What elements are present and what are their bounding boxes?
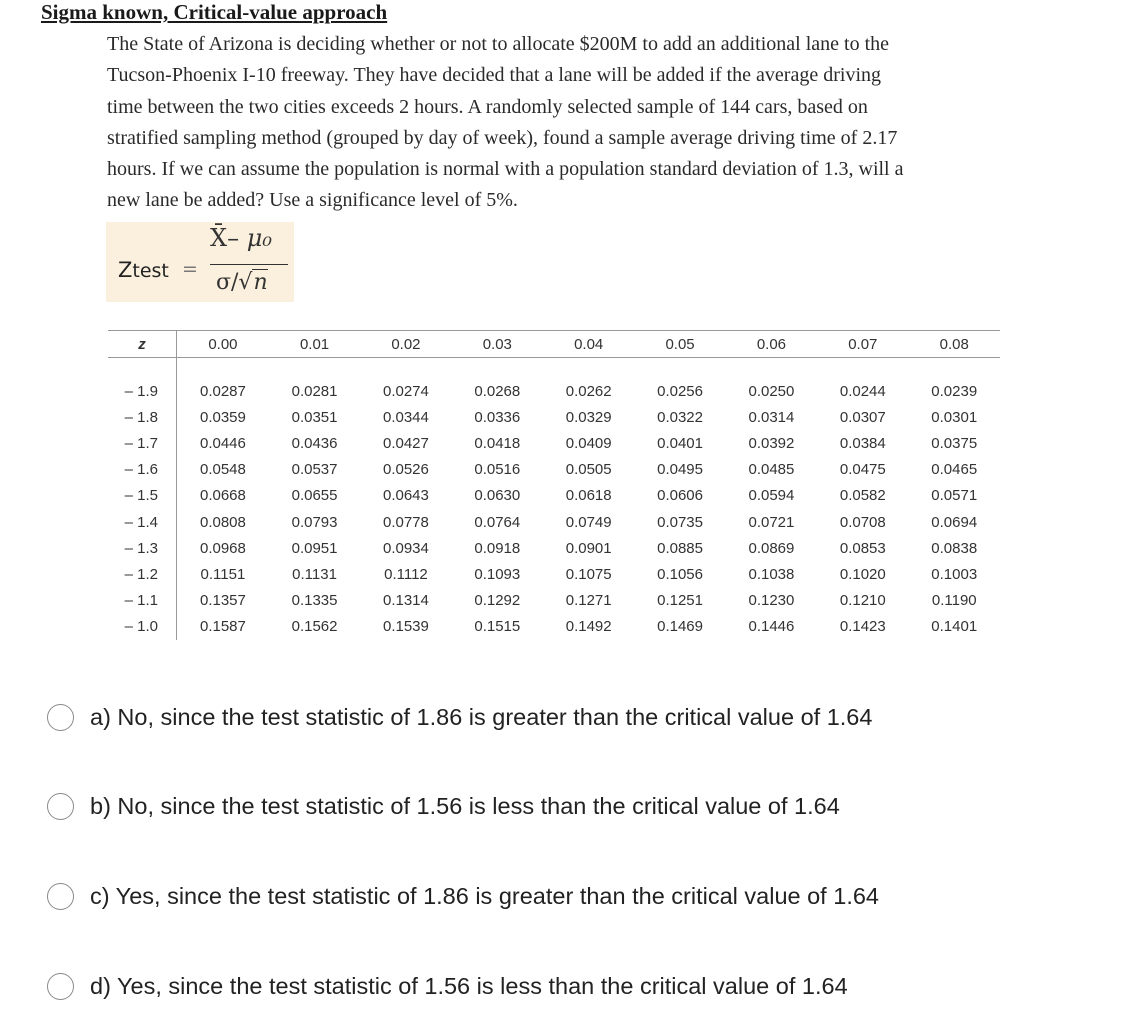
formula-label-sub: test <box>132 260 169 282</box>
probability-cell: 0.0351 <box>291 408 338 426</box>
table-row <box>108 378 1000 404</box>
option-d[interactable] <box>47 971 848 1001</box>
probability-cell: 0.1093 <box>474 565 521 583</box>
probability-cell: 0.0336 <box>474 408 521 426</box>
probability-cell: 0.1210 <box>839 592 886 610</box>
probability-cell: 0.1401 <box>931 618 978 636</box>
probability-cell: 0.1190 <box>931 592 977 610</box>
z-value-cell: – 1.9 <box>108 378 177 404</box>
probability-cell: 0.1038 <box>748 565 795 583</box>
probability-cell: 0.0250 <box>748 382 795 400</box>
probability-cell: 0.0764 <box>474 513 521 531</box>
formula-xbar: X̄– <box>210 224 240 252</box>
table-row <box>108 430 1000 456</box>
probability-cell: 0.0418 <box>474 434 521 452</box>
probability-cell: 0.0838 <box>931 539 978 557</box>
probability-cell: 0.0274 <box>382 382 429 400</box>
probability-cell: 0.0537 <box>291 461 338 479</box>
probability-cell: 0.0630 <box>474 487 521 505</box>
probability-cell: 0.0485 <box>748 461 795 479</box>
probability-cell: 0.0901 <box>565 539 612 557</box>
probability-cell: 0.0516 <box>474 461 521 479</box>
probability-cell: 0.1056 <box>657 565 703 583</box>
column-header: 0.03 <box>452 331 543 358</box>
table-row <box>108 614 1000 640</box>
formula-numerator <box>210 224 272 252</box>
probability-cell: 0.0853 <box>839 539 886 557</box>
radio-button-b[interactable] <box>47 793 74 820</box>
probability-cell: 0.0375 <box>931 434 978 452</box>
probability-cell: 0.0721 <box>748 513 795 531</box>
probability-cell: 0.0329 <box>565 408 612 426</box>
z-value-cell: – 1.0 <box>108 614 177 640</box>
probability-cell: 0.1112 <box>384 565 428 583</box>
probability-cell: 0.0548 <box>199 461 246 479</box>
option-b-label[interactable]: b) No, since the test statistic of 1.56 is less than the critical value of 1.64 <box>90 792 840 819</box>
probability-cell: 0.0314 <box>748 408 795 426</box>
z-value-cell: – 1.8 <box>108 404 177 430</box>
z-table-header <box>108 331 1000 358</box>
probability-cell: 0.0808 <box>199 513 246 531</box>
probability-cell: 0.1469 <box>657 618 703 636</box>
radio-button-a[interactable] <box>47 704 74 731</box>
z-table <box>108 330 1000 640</box>
question-line: time between the two cities exceeds 2 hours. A randomly selected sample of 144 cars, based on <box>107 95 868 118</box>
z-value-cell: – 1.7 <box>108 430 177 456</box>
probability-cell: 0.0446 <box>199 434 246 452</box>
probability-cell: 0.1492 <box>565 618 612 636</box>
probability-cell: 0.1314 <box>382 592 429 610</box>
z-value-cell: – 1.5 <box>108 483 177 509</box>
probability-cell: 0.0465 <box>931 461 978 479</box>
probability-cell: 0.1151 <box>200 565 246 583</box>
probability-cell: 0.0287 <box>199 382 246 400</box>
probability-cell: 0.0643 <box>382 487 429 505</box>
z-table-body <box>108 358 1000 640</box>
column-header: 0.02 <box>360 331 451 358</box>
probability-cell: 0.0968 <box>199 539 246 557</box>
option-c[interactable] <box>47 881 879 911</box>
z-value-cell: – 1.3 <box>108 535 177 561</box>
table-row <box>108 535 1000 561</box>
table-row <box>108 561 1000 587</box>
probability-cell: 0.1075 <box>565 565 612 583</box>
table-row <box>108 457 1000 483</box>
formula-n: n <box>253 270 268 295</box>
probability-cell: 0.0934 <box>382 539 429 557</box>
probability-cell: 0.1003 <box>931 565 978 583</box>
option-c-label[interactable]: c) Yes, since the test statistic of 1.86 is greater than the critical value of 1.64 <box>90 882 879 909</box>
table-spacer <box>108 358 1000 379</box>
formula-label <box>118 258 169 282</box>
probability-cell: 0.0885 <box>657 539 703 557</box>
probability-cell: 0.0495 <box>657 461 703 479</box>
formula-equals: = <box>182 258 198 280</box>
probability-cell: 0.0655 <box>291 487 338 505</box>
formula-denominator <box>216 270 268 295</box>
probability-cell: 0.0301 <box>931 408 978 426</box>
column-header: 0.08 <box>909 331 1001 358</box>
probability-cell: 0.0281 <box>291 382 338 400</box>
probability-cell: 0.0594 <box>748 487 795 505</box>
probability-cell: 0.1562 <box>291 618 338 636</box>
probability-cell: 0.0436 <box>291 434 338 452</box>
probability-cell: 0.0793 <box>291 513 338 531</box>
z-value-cell: – 1.2 <box>108 561 177 587</box>
probability-cell: 0.0618 <box>565 487 612 505</box>
question-line: The State of Arizona is deciding whether or not to allocate $200M to add an additional lane to the <box>107 33 890 55</box>
column-header: 0.00 <box>177 331 269 358</box>
probability-cell: 0.0694 <box>931 513 978 531</box>
probability-cell: 0.0475 <box>839 461 886 479</box>
probability-cell: 0.1230 <box>748 592 795 610</box>
page-title: Sigma known, Critical-value approach <box>41 0 388 24</box>
probability-cell: 0.0951 <box>291 539 338 557</box>
z-column-header: z <box>108 331 177 358</box>
radio-button-c[interactable] <box>47 883 74 910</box>
column-header: 0.07 <box>817 331 908 358</box>
option-d-label[interactable]: d) Yes, since the test statistic of 1.56 is less than the critical value of 1.64 <box>90 972 848 999</box>
probability-cell: 0.1423 <box>839 618 886 636</box>
probability-cell: 0.0427 <box>382 434 429 452</box>
column-header: 0.06 <box>726 331 817 358</box>
probability-cell: 0.0918 <box>474 539 521 557</box>
table-row <box>108 404 1000 430</box>
probability-cell: 0.0359 <box>199 408 246 426</box>
probability-cell: 0.0778 <box>382 513 429 531</box>
probability-cell: 0.0409 <box>565 434 612 452</box>
probability-cell: 0.0322 <box>657 408 703 426</box>
probability-cell: 0.0384 <box>839 434 886 452</box>
probability-cell: 0.0401 <box>657 434 703 452</box>
option-a[interactable] <box>47 702 872 732</box>
probability-cell: 0.0239 <box>931 382 978 400</box>
probability-cell: 0.1539 <box>382 618 429 636</box>
fraction-bar <box>210 264 288 265</box>
radio-button-d[interactable] <box>47 973 74 1000</box>
probability-cell: 0.1292 <box>474 592 521 610</box>
probability-cell: 0.0505 <box>565 461 612 479</box>
formula-sigma: σ/√ <box>216 270 253 295</box>
probability-cell: 0.1251 <box>657 592 703 610</box>
probability-cell: 0.1020 <box>839 565 886 583</box>
probability-cell: 0.0749 <box>565 513 612 531</box>
column-header: 0.01 <box>269 331 360 358</box>
probability-cell: 0.1131 <box>292 565 337 583</box>
formula-label-main: Z <box>118 258 133 282</box>
probability-cell: 0.0256 <box>657 382 703 400</box>
question-line: Tucson-Phoenix I-10 freeway. They have decided that a lane will be added if the average driving <box>107 64 881 87</box>
probability-cell: 0.0268 <box>474 382 521 400</box>
formula-mu: μ₀ <box>246 224 272 252</box>
question-line: stratified sampling method (grouped by day of week), found a sample average driving time of 2.17 <box>107 126 898 149</box>
probability-cell: 0.1335 <box>291 592 338 610</box>
table-row <box>108 483 1000 509</box>
probability-cell: 0.0392 <box>748 434 795 452</box>
probability-cell: 0.0344 <box>382 408 429 426</box>
probability-cell: 0.1446 <box>748 618 795 636</box>
probability-cell: 0.1271 <box>565 592 612 610</box>
z-value-cell: – 1.1 <box>108 588 177 614</box>
option-b[interactable] <box>47 791 840 821</box>
table-row <box>108 509 1000 535</box>
probability-cell: 0.1357 <box>199 592 246 610</box>
question-line: hours. If we can assume the population is normal with a population standard deviation of 1.3, will a <box>107 158 904 181</box>
probability-cell: 0.0582 <box>839 487 886 505</box>
probability-cell: 0.0244 <box>839 382 886 400</box>
probability-cell: 0.0668 <box>199 487 246 505</box>
option-a-label[interactable]: a) No, since the test statistic of 1.86 is greater than the critical value of 1.64 <box>90 703 873 730</box>
probability-cell: 0.1515 <box>474 618 521 636</box>
probability-cell: 0.0869 <box>748 539 795 557</box>
probability-cell: 0.0262 <box>565 382 612 400</box>
question-text <box>107 29 1007 217</box>
probability-cell: 0.0307 <box>839 408 886 426</box>
probability-cell: 0.0735 <box>657 513 703 531</box>
probability-cell: 0.0526 <box>382 461 429 479</box>
probability-cell: 0.1587 <box>199 618 246 636</box>
column-header: 0.05 <box>634 331 725 358</box>
probability-cell: 0.0571 <box>931 487 978 505</box>
ztest-formula <box>106 222 294 302</box>
z-value-cell: – 1.6 <box>108 457 177 483</box>
question-line: new lane be added? Use a significance level of 5%. <box>107 189 518 212</box>
probability-cell: 0.0606 <box>657 487 703 505</box>
column-header: 0.04 <box>543 331 634 358</box>
probability-cell: 0.0708 <box>839 513 886 531</box>
z-value-cell: – 1.4 <box>108 509 177 535</box>
table-row <box>108 588 1000 614</box>
